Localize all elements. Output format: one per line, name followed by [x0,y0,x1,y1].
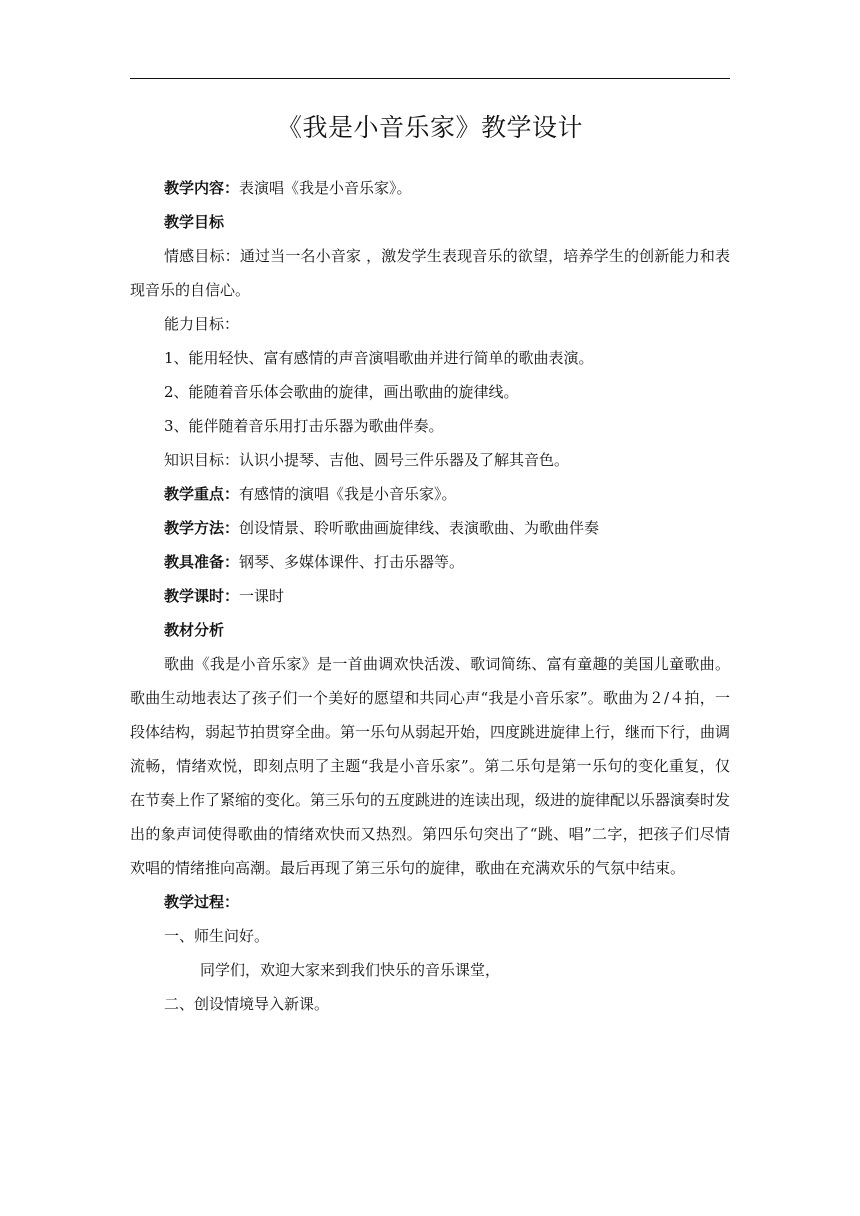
label-analysis: 教材分析 [164,621,225,639]
text-tools: 钢琴、多媒体课件、打击乐器等。 [239,553,465,571]
document-body [130,171,730,1021]
paragraph-analysis-heading [130,613,730,647]
paragraph-content [130,171,730,205]
label-process: 教学过程： [164,893,240,911]
paragraph-emotional-goal: 情感目标：通过当一名小音家 ，激发学生表现音乐的欲望，培养学生的创新能力和表现音乐的自信心。 [130,247,730,299]
paragraph-tools [130,545,730,579]
paragraph-objectives-heading [130,205,730,239]
paragraph-analysis-body: 歌曲《我是小音乐家》是一首曲调欢快活泼、歌词简练、富有童趣的美国儿童歌曲。歌曲生动地表达了孩子们一个美好的愿望和共同心声“我是小音乐家”。歌曲为２/４拍，一段体结构，弱起节拍贯穿全曲。第一乐句从弱起开始，四度跳进旋律上行，继而下行，曲调流畅，情绪欢悦，即刻点明了主题“我是小音乐家”。第二乐句是第一乐句的变化重复，仅在节奏上作了紧缩的变化。第三乐句的五度跳进的连读出现，级进的旋律配以乐器演奏时发出的象声词使得歌曲的情绪欢快而又热烈。第四乐句突出了“跳、唱”二字，把孩子们尽情欢唱的情绪推向高潮。最后再现了第三乐句的旋律，歌曲在充满欢乐的气氛中结束。 [130,655,731,877]
paragraph-process-heading [130,885,730,919]
label-objectives: 教学目标 [164,213,225,231]
paragraph-ability-goal: 能力目标： [164,315,240,333]
document-title: 《我是小音乐家》教学设计 [276,113,583,142]
list-item-process-1: 一、师生问好。 [164,927,270,945]
label-content: 教学内容： [164,179,240,197]
list-item-ability-3: 3、能伴随着音乐用打击乐器为歌曲伴奏。 [164,417,444,435]
header-rule [130,78,730,79]
paragraph-knowledge-goal: 知识目标：认识小提琴、吉他、圆号三件乐器及了解其音色。 [164,451,570,469]
list-item-ability-1: 1、能用轻快、富有感情的声音演唱歌曲并进行简单的歌曲表演。 [164,349,594,367]
label-hours: 教学课时： [164,587,240,605]
label-tools: 教具准备： [164,553,240,571]
text-hours: 一课时 [239,587,285,605]
paragraph-hours [130,579,730,613]
text-method: 创设情景、聆听歌曲画旋律线、表演歌曲、为歌曲伴奏 [239,519,600,537]
list-item-process-2: 二、创设情境导入新课。 [164,995,330,1013]
text-content: 表演唱《我是小音乐家》。 [239,179,412,197]
paragraph-method [130,511,730,545]
list-item-ability-2: 2、能随着音乐体会歌曲的旋律，画出歌曲的旋律线。 [164,383,519,401]
text-focus: 有感情的演唱《我是小音乐家》。 [239,485,457,503]
paragraph-focus [130,477,730,511]
label-focus: 教学重点： [164,485,240,503]
label-method: 教学方法： [164,519,240,537]
paragraph-greeting: 同学们，欢迎大家来到我们快乐的音乐课堂， [200,961,501,979]
